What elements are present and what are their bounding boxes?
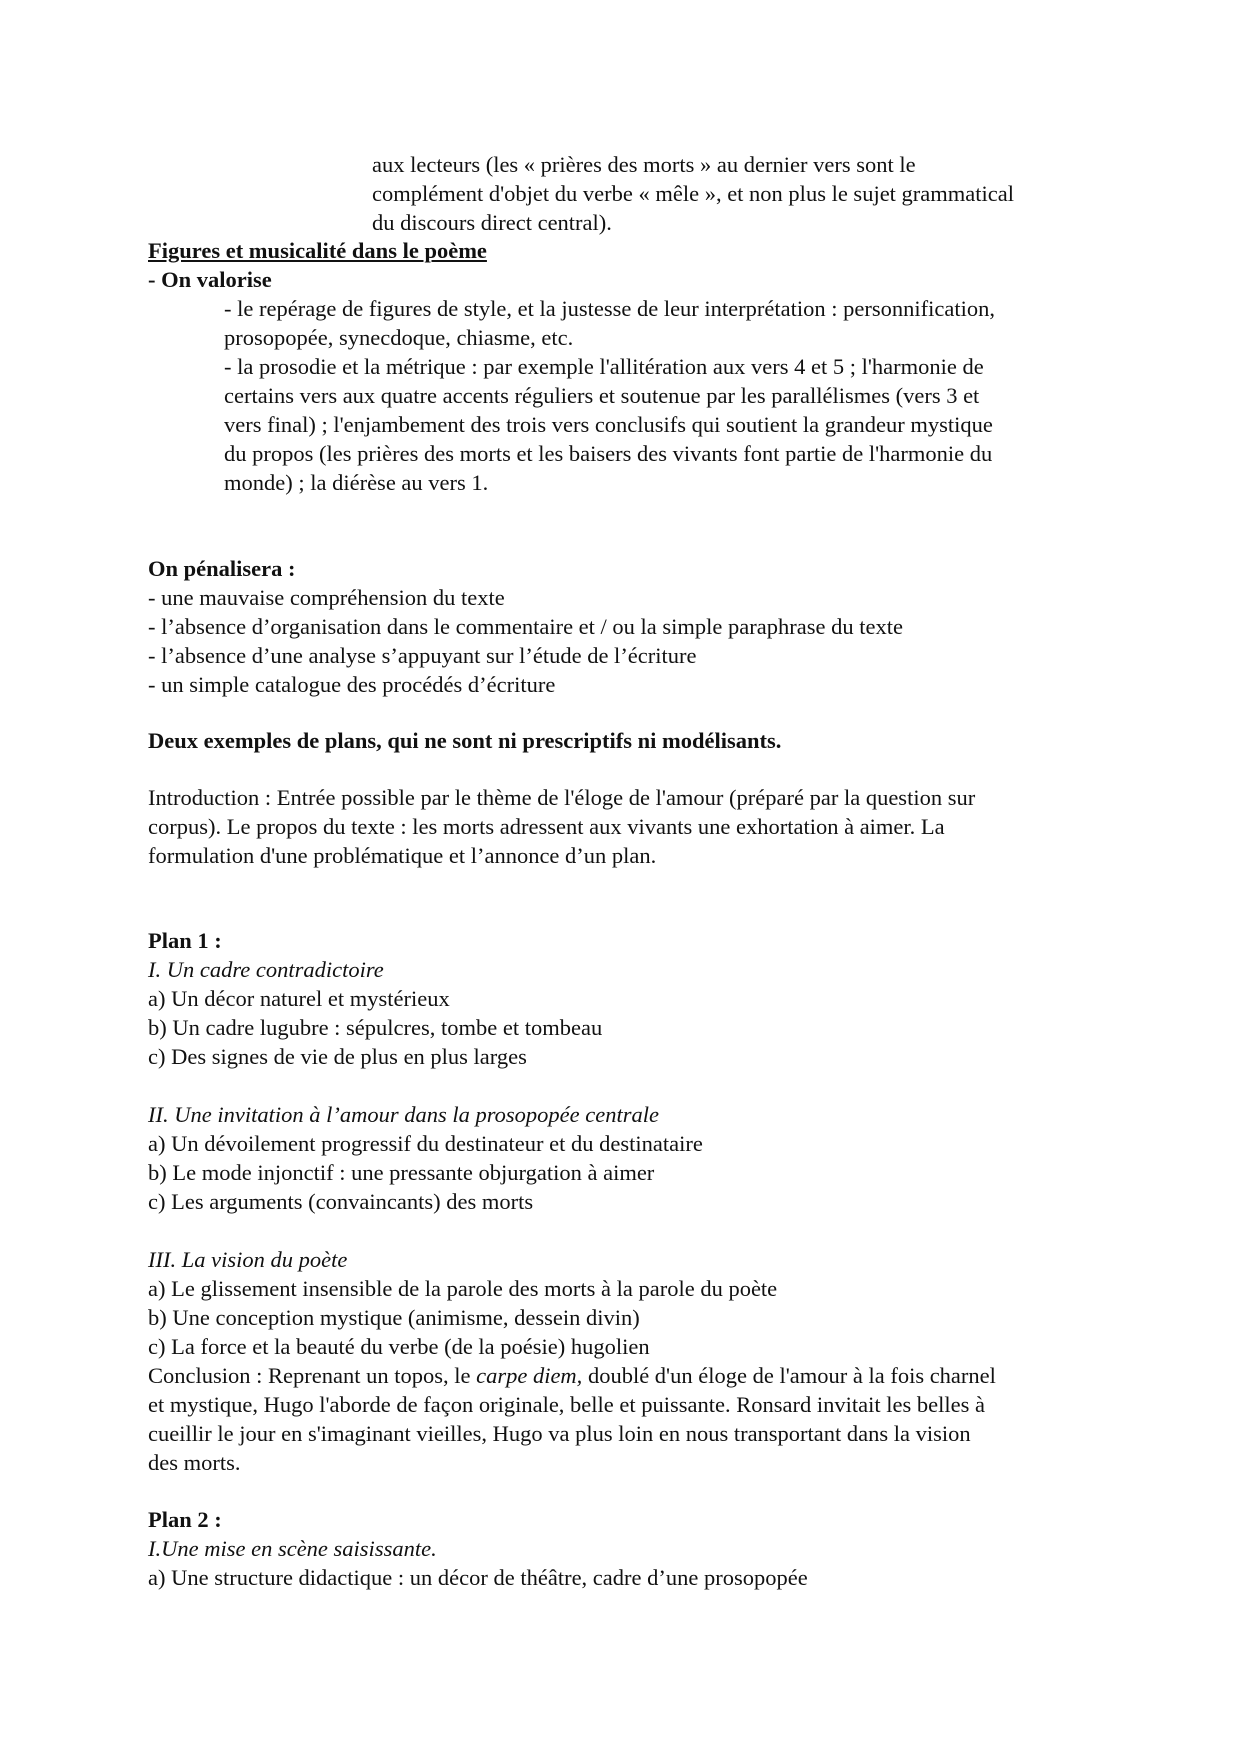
list-item: - l’absence d’organisation dans le commentaire et / ou la simple paraphrase du texte xyxy=(148,614,903,639)
text-line: complément d'objet du verbe « mêle », et non plus le sujet grammatical xyxy=(372,181,1014,206)
continuation-paragraph xyxy=(372,150,1102,237)
conclusion-first-line xyxy=(148,1361,1108,1390)
text-line: prosopopée, synecdoque, chiasme, etc. xyxy=(224,325,574,350)
text-line: - le repérage de figures de style, et la justesse de leur interprétation : personnification, xyxy=(224,296,995,321)
list-item: b) Un cadre lugubre : sépulcres, tombe et tombeau xyxy=(148,1015,603,1040)
part-title: II. Une invitation à l’amour dans la prosopopée centrale xyxy=(148,1102,659,1127)
penalisera-section xyxy=(148,554,1108,699)
figures-heading: Figures et musicalité dans le poème xyxy=(148,238,487,263)
list-item: a) Un décor naturel et mystérieux xyxy=(148,986,450,1011)
part-title: I.Une mise en scène saisissante. xyxy=(148,1536,437,1561)
text-line: et mystique, Hugo l'aborde de façon originale, belle et puissante. Ronsard invitait les belles à xyxy=(148,1392,985,1417)
text-line: vers final) ; l'enjambement des trois vers conclusifs qui soutient la grandeur mystique xyxy=(224,412,993,437)
list-item: - un simple catalogue des procédés d’écriture xyxy=(148,672,556,697)
conclusion-italic: carpe diem, xyxy=(476,1363,583,1388)
list-item: a) Le glissement insensible de la parole des morts à la parole du poète xyxy=(148,1276,778,1301)
plan-2-heading: Plan 2 : xyxy=(148,1507,222,1532)
conclusion-lead: Conclusion : Reprenant un topos, le xyxy=(148,1363,477,1388)
list-item: b) Une conception mystique (animisme, dessein divin) xyxy=(148,1305,640,1330)
introduction-paragraph xyxy=(148,783,1108,870)
part-title: III. La vision du poète xyxy=(148,1247,348,1272)
text-line: cueillir le jour en s'imaginant vieilles, Hugo va plus loin en nous transportant dans la vision xyxy=(148,1421,971,1446)
plan-1-section xyxy=(148,926,1108,1071)
text-line: du propos (les prières des morts et les baisers des vivants font partie de l'harmonie du xyxy=(224,441,993,466)
penalisera-heading: On pénalisera : xyxy=(148,556,296,581)
list-item: - l’absence d’une analyse s’appuyant sur l’étude de l’écriture xyxy=(148,643,697,668)
plan-2-section xyxy=(148,1505,1108,1592)
part-title: I. Un cadre contradictoire xyxy=(148,957,384,982)
exemples-heading-block xyxy=(148,726,1108,755)
list-item: c) Les arguments (convaincants) des morts xyxy=(148,1189,534,1214)
valorise-label: - On valorise xyxy=(148,267,272,292)
valorise-list xyxy=(148,294,1108,497)
list-item: b) Le mode injonctif : une pressante objurgation à aimer xyxy=(148,1160,655,1185)
conclusion-rest: doublé d'un éloge de l'amour à la fois charnel xyxy=(582,1363,996,1388)
list-item: c) La force et la beauté du verbe (de la poésie) hugolien xyxy=(148,1334,650,1359)
text-line: du discours direct central). xyxy=(372,210,612,235)
text-line: aux lecteurs (les « prières des morts » au dernier vers sont le xyxy=(372,152,916,177)
text-line: - la prosodie et la métrique : par exemple l'allitération aux vers 4 et 5 ; l'harmonie de xyxy=(224,354,984,379)
text-line: corpus). Le propos du texte : les morts adressent aux vivants une exhortation à aimer. La xyxy=(148,814,945,839)
list-item: a) Une structure didactique : un décor de théâtre, cadre d’une prosopopée xyxy=(148,1565,808,1590)
list-item: c) Des signes de vie de plus en plus larges xyxy=(148,1044,527,1069)
plan-1-part-3 xyxy=(148,1245,1108,1477)
text-line: certains vers aux quatre accents réguliers et soutenue par les parallélismes (vers 3 et xyxy=(224,383,980,408)
exemples-heading: Deux exemples de plans, qui ne sont ni prescriptifs ni modélisants. xyxy=(148,728,782,753)
plan-1-part-2 xyxy=(148,1100,1108,1216)
plan-1-heading: Plan 1 : xyxy=(148,928,222,953)
text-line: Introduction : Entrée possible par le thème de l'éloge de l'amour (préparé par la question sur xyxy=(148,785,976,810)
list-item: - une mauvaise compréhension du texte xyxy=(148,585,505,610)
text-line: formulation d'une problématique et l’annonce d’un plan. xyxy=(148,843,657,868)
text-line: monde) ; la diérèse au vers 1. xyxy=(224,470,489,495)
figures-section xyxy=(148,236,1108,497)
list-item: a) Un dévoilement progressif du destinateur et du destinataire xyxy=(148,1131,703,1156)
text-line: des morts. xyxy=(148,1450,241,1475)
